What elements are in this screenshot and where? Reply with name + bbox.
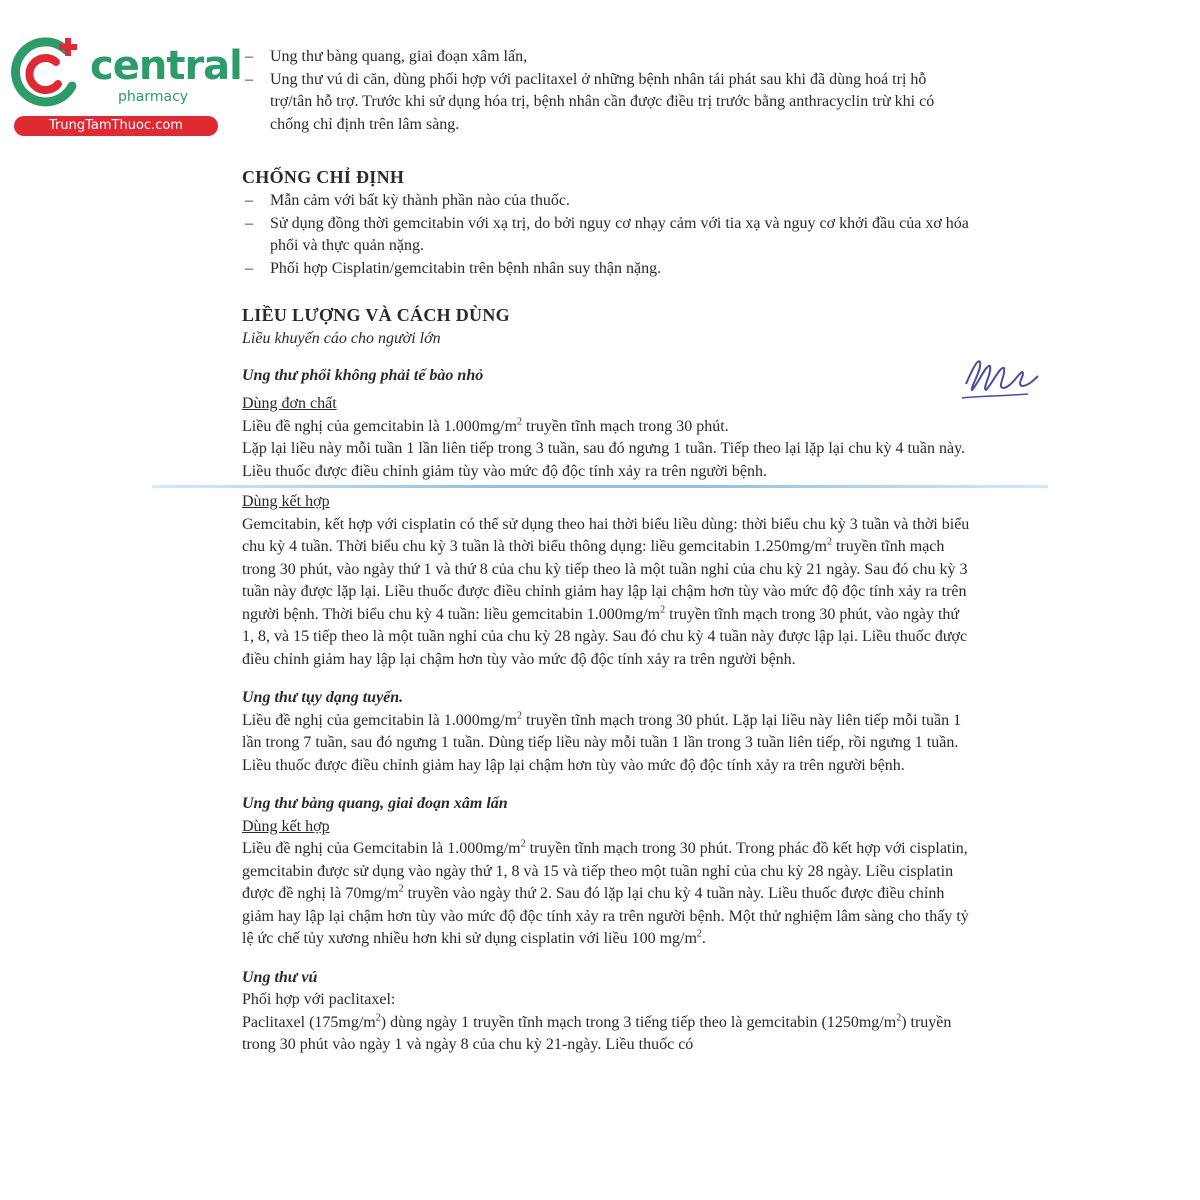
document-body bbox=[242, 46, 972, 1057]
indication-item: – Ung thư bàng quang, giai đoạn xâm lấn, bbox=[242, 46, 972, 69]
contraindication-item: – Mẫn cảm với bất kỳ thành phần nào của thuốc. bbox=[242, 190, 972, 213]
indication-item: – Ung thư vú di căn, dùng phối hợp với paclitaxel ở những bệnh nhân tái phát sau khi đã dùng hoá trị hỗ trợ/tân hỗ trợ. Trước khi sử dụng hóa trị, bệnh nhân cần được điều trị trước bằng anthracyclin trừ khi có chống chỉ định trên lâm sàng. bbox=[242, 69, 972, 137]
nsclc-title: Ung thư phổi không phải tế bào nhỏ bbox=[242, 366, 484, 384]
breast-text: Paclitaxel $(175mg/m^2)$ dùng ngày 1 truyền tĩnh mạch trong 3 tiếng tiếp theo là gemcitabin $(1250mg/m^2)$ truyền trong 30 phút vào ngày 1 và ngày 8 của chu kỳ 21-ngày. Liều thuốc có bbox=[242, 1012, 952, 1053]
contraindications-heading: CHỐNG CHỈ ĐỊNH bbox=[242, 167, 405, 187]
pancreas-text: Liều đề nghị của gemcitabin là $1.000mg/m^2$ truyền tĩnh mạch trong 30 phút. Lặp lại liều này liên tiếp mỗi tuần 1 lần trong 7 tuần, sau đó ngưng 1 tuần. Dùng tiếp liều này mỗi tuần 1 lần trong 3 tuần liên tiếp, rồi ngưng 1 tuần. Liều thuốc được điều chỉnh giảm hay lập lại chậm hơn tùy vào mức độ độc tính xảy ra trên người bệnh. bbox=[242, 710, 962, 774]
brand-name: central bbox=[90, 43, 242, 89]
central-pharmacy-logo-icon bbox=[10, 36, 88, 112]
brand-logo bbox=[10, 36, 242, 136]
dosage-subheading: Liều khuyến cáo cho người lớn bbox=[242, 330, 441, 347]
contraindication-item: – Sử dụng đồng thời gemcitabin với xạ trị, do bởi nguy cơ nhạy cảm với tia xạ và nguy cơ khởi đầu của xơ hóa phổi và thực quản nặng. bbox=[242, 213, 972, 258]
breast-label: Phối hợp với paclitaxel: bbox=[242, 991, 396, 1008]
bladder-combo-label: Dùng kết hợp bbox=[242, 817, 330, 835]
nsclc-combo-label: Dùng kết hợp bbox=[242, 493, 330, 510]
nsclc-single-schedule: Lặp lại liều này mỗi tuần 1 lần liên tiếp trong 3 tuần, sau đó ngưng 1 tuần. Tiếp theo lại lặp lại chu kỳ 4 tuần này. Liều thuốc được điều chỉnh giảm tùy vào mức độ độc tính xảy ra trên người bệnh. bbox=[242, 440, 966, 480]
bladder-title: Ung thư bàng quang, giai đoạn xâm lấn bbox=[242, 795, 508, 812]
brand-subtitle: pharmacy bbox=[118, 89, 189, 105]
pancreas-title: Ung thư tụy dạng tuyến. bbox=[242, 689, 404, 706]
nsclc-single-label: Dùng đơn chất bbox=[242, 395, 337, 412]
nsclc-single-dose: Liều đề nghị của gemcitabin là $1.000mg/m^2$ truyền tĩnh mạch trong 30 phút. bbox=[242, 416, 729, 435]
brand-website: TrungTamThuoc.com bbox=[14, 116, 218, 136]
dosage-heading: LIỀU LƯỢNG VÀ CÁCH DÙNG bbox=[242, 305, 510, 325]
bladder-text: Liều đề nghị của Gemcitabin là $1.000mg/m^2$ truyền tĩnh mạch trong 30 phút. Trong phác đồ kết hợp với cisplatin, gemcitabin được sử dụng vào ngày thứ 1, 8 và 15 và tiếp theo một tuần nghỉ của chu kỳ 28 ngày. Liều cisplatin được đề nghị là $70mg/m^2$ truyền vào ngày thứ 2. Sau đó lặp lại chu kỳ 4 tuần này. Liều thuốc được điều chỉnh giảm hay lập lại chậm hơn tùy vào mức độ độc tính xảy ra trên người bệnh. Một thử nghiệm lâm sàng cho thấy tỷ lệ ức chế tủy xương nhiều hơn khi sử dụng cisplatin với liều 100 $mg/m^2$. bbox=[242, 838, 969, 947]
nsclc-combo-text: Gemcitabin, kết hợp với cisplatin có thể sử dụng theo hai thời biểu liều dùng: thời biểu chu kỳ 3 tuần và thời biểu chu kỳ 4 tuần. Thời biểu chu kỳ 3 tuần là thời biểu thông dụng: liều gemcitabin $1.250mg/m^2$ truyền tĩnh mạch trong 30 phút, vào ngày thứ 1 và thứ 8 của chu kỳ tiếp theo là một tuần nghỉ của chu kỳ 21 ngày. Sau đó chu kỳ 3 tuần này được lặp lại. Liều thuốc được điều chỉnh giảm hay lập lại chậm hơn tùy vào mức độ độc tính xảy ra trên người bệnh. Thời biểu chu kỳ 4 tuần: liều gemcitabin $1.000mg/m^2$ truyền tĩnh mạch trong 30 phút, vào ngày thứ 1, 8, và 15 tiếp theo là một tuần nghỉ của chu kỳ 28 ngày. Sau đó chu kỳ 4 tuần này được lập lại. Liều thuốc được điều chỉnh giảm hay lập lại chậm hơn tùy vào mức độ độc tính xảy ra trên người bệnh. bbox=[242, 515, 970, 668]
contraindication-item: – Phối hợp Cisplatin/gemcitabin trên bệnh nhân suy thận nặng. bbox=[242, 258, 972, 281]
breast-title: Ung thư vú bbox=[242, 968, 318, 986]
